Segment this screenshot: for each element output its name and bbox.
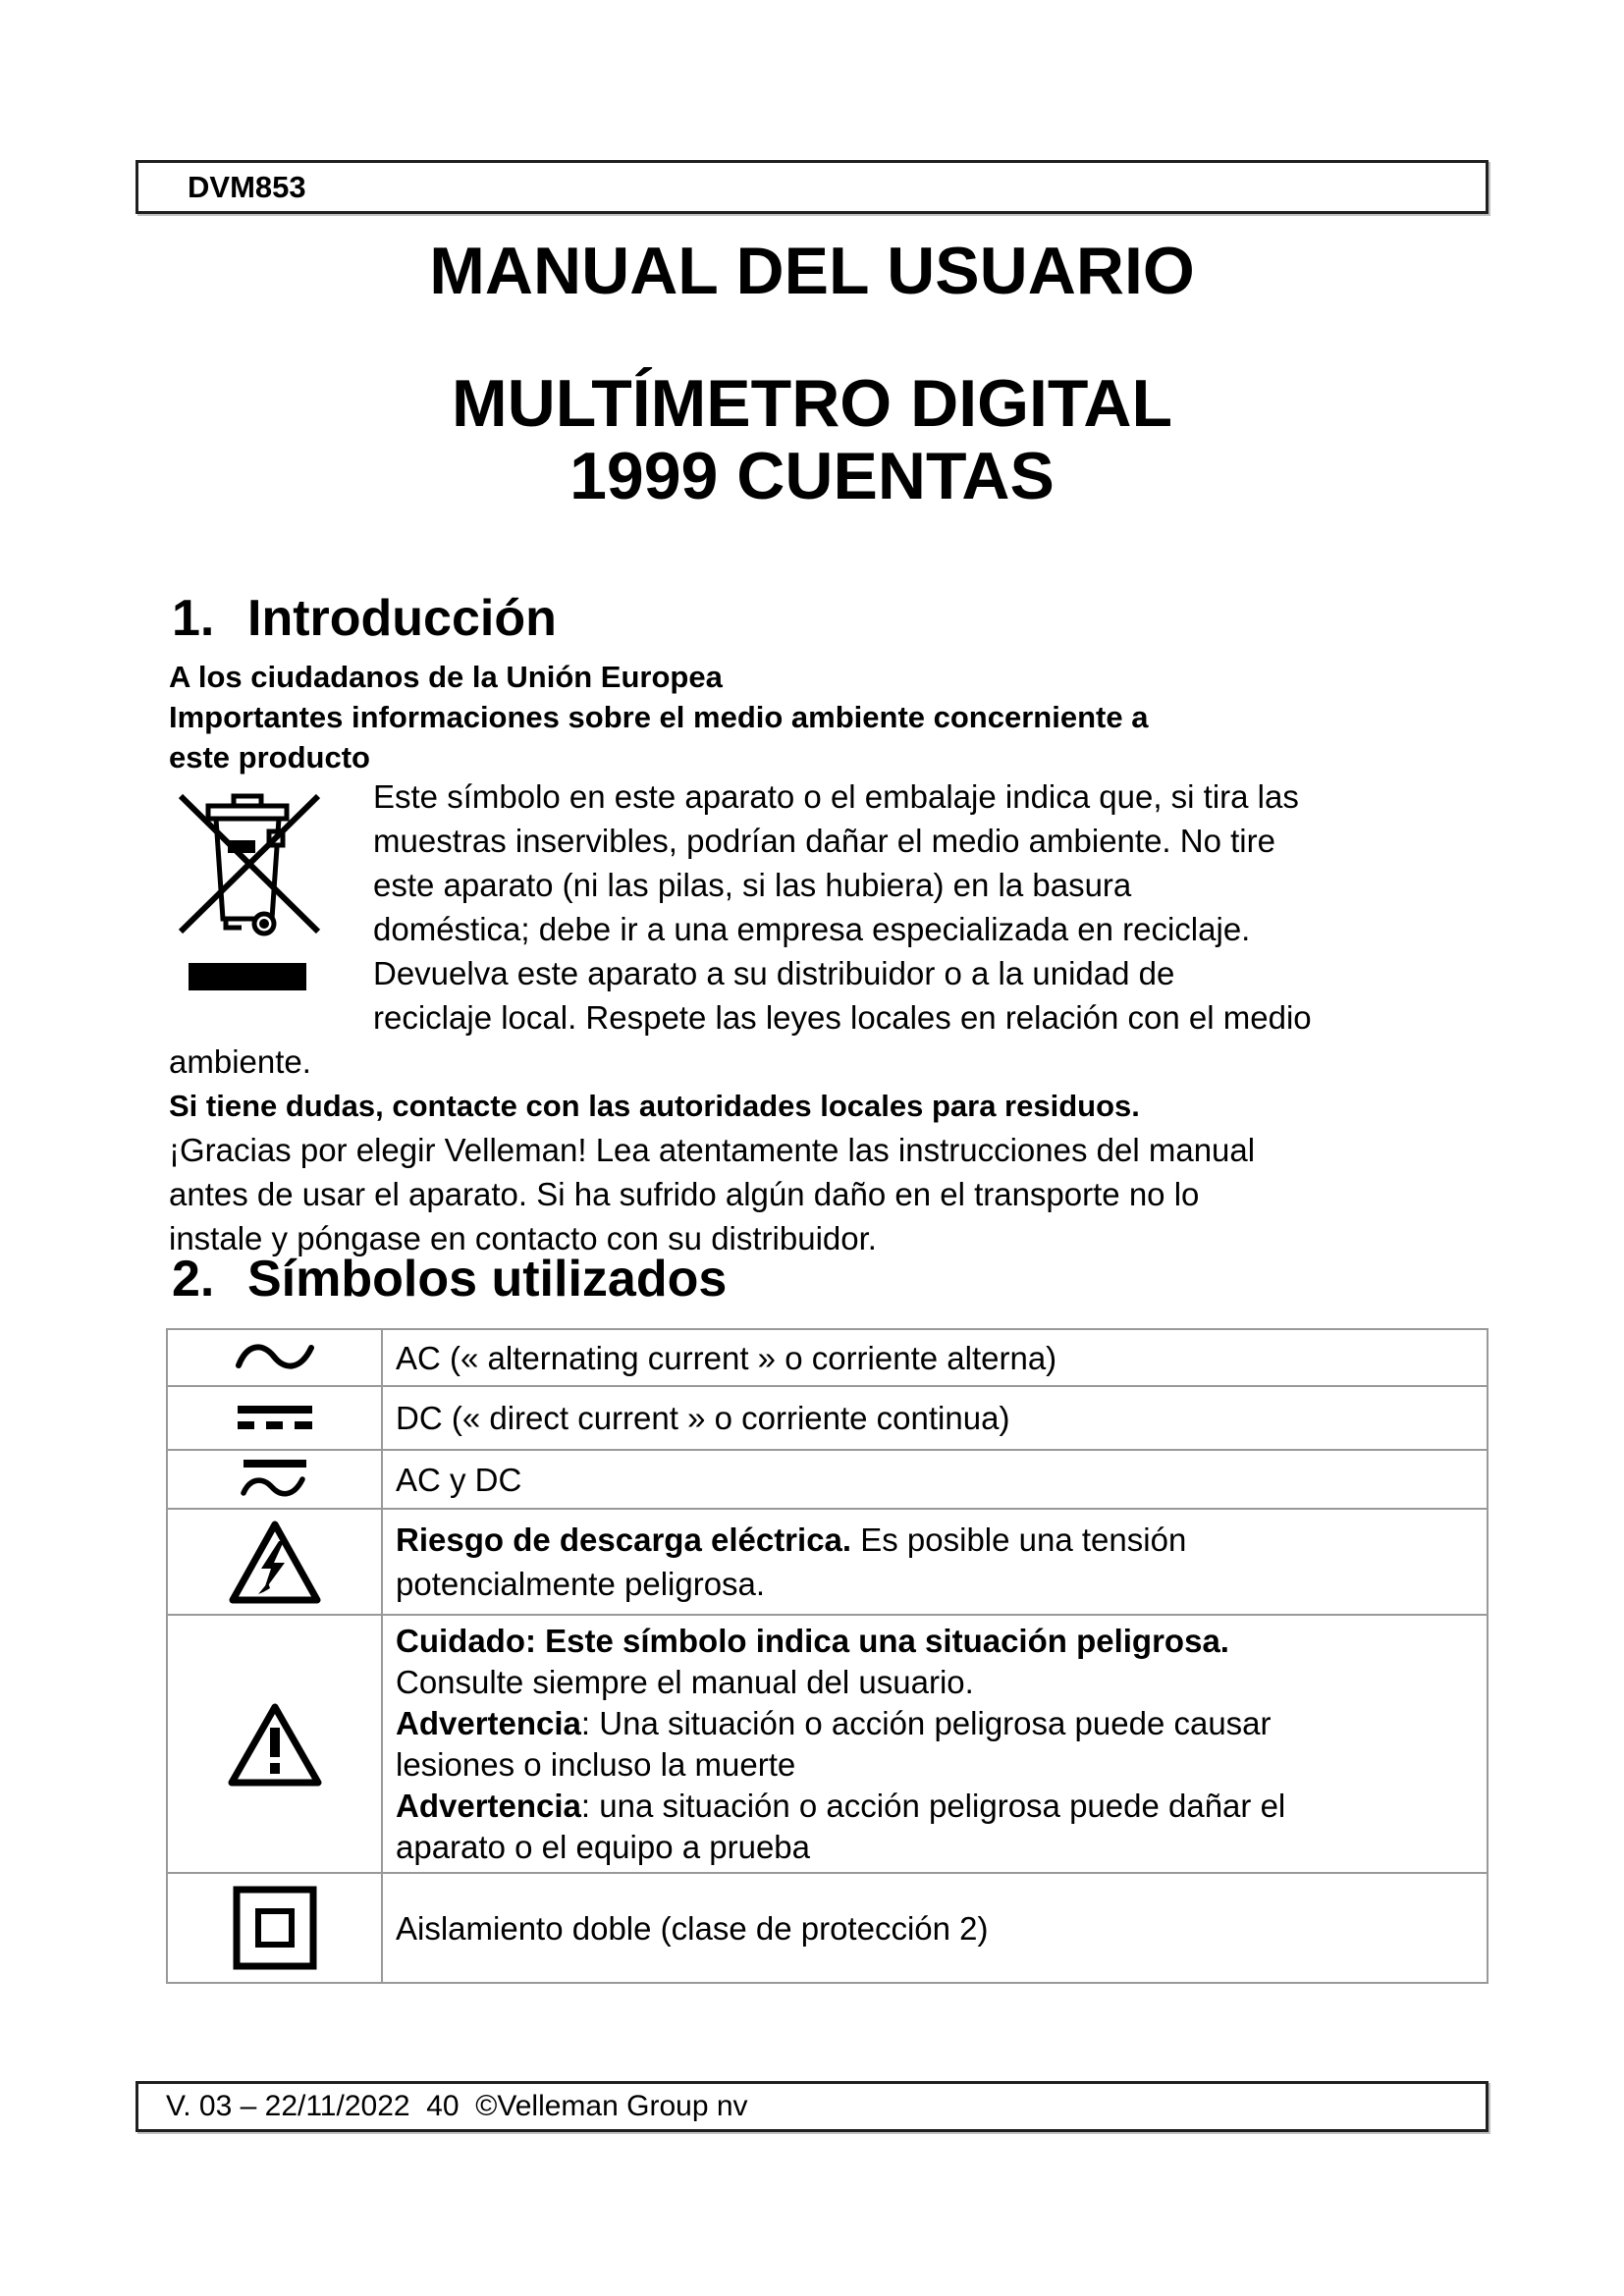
symbol-cell — [168, 1387, 381, 1449]
description-line: Consulte siempre el manual del usuario. — [396, 1663, 974, 1700]
electric-shock-triangle-icon — [228, 1518, 322, 1606]
description-line: lesiones o incluso la muerte — [396, 1745, 796, 1783]
text-line: este producto — [169, 740, 370, 774]
text-line: Importantes informaciones sobre el medio ambiente concerniente a — [169, 700, 1149, 734]
model-number: DVM853 — [188, 170, 306, 204]
symbol-table-row — [168, 1385, 1487, 1449]
description-line: Aislamiento doble (clase de protección 2) — [396, 1909, 989, 1947]
symbol-table-row — [168, 1872, 1487, 1982]
version-info: V. 03 – 22/11/2022 40 ©Velleman Group nv — [166, 2090, 748, 2122]
symbol-table-row — [168, 1614, 1487, 1872]
description-cell — [381, 1616, 1487, 1872]
section-title: Introducción — [247, 590, 557, 647]
symbol-cell — [168, 1616, 381, 1872]
symbol-cell — [168, 1874, 381, 1982]
symbol-cell — [168, 1451, 381, 1508]
description-line: potencialmente peligrosa. — [396, 1566, 766, 1602]
environment-paragraph — [373, 774, 1312, 1040]
section-heading-introduccion — [172, 589, 557, 648]
description-line: Advertencia: una situación o acción peligrosa puede dañar el — [396, 1787, 1286, 1824]
text-line: antes de usar el aparato. Si ha sufrido algún daño en el transporte no lo — [169, 1176, 1200, 1212]
text-line: este aparato (ni las pilas, si las hubiera) en la basura — [373, 867, 1132, 903]
text-line: Este símbolo en este aparato o el embalaje indica que, si tira las — [373, 778, 1299, 815]
description-cell — [381, 1451, 1487, 1508]
description-line: DC (« direct current » o corriente continua) — [396, 1400, 1010, 1436]
symbol-table-row — [168, 1449, 1487, 1508]
subtitle-line-1: MULTÍMETRO DIGITAL — [451, 366, 1173, 441]
symbol-table-row — [168, 1330, 1487, 1385]
description-cell — [381, 1330, 1487, 1385]
ac-dc-icon — [240, 1458, 310, 1501]
text-line: instale y póngase en contacto con su distribuidor. — [169, 1220, 877, 1256]
section-number: 1. — [172, 590, 215, 647]
weee-black-bar — [189, 963, 306, 990]
description-cell — [381, 1874, 1487, 1982]
description-line: Advertencia: Una situación o acción peligrosa puede causar — [396, 1704, 1272, 1741]
thanks-paragraph — [169, 1128, 1255, 1260]
description-line: AC y DC — [396, 1461, 522, 1498]
symbol-table-row — [168, 1508, 1487, 1614]
symbol-cell — [168, 1330, 381, 1385]
description-cell — [381, 1510, 1487, 1614]
document-subtitle — [135, 367, 1489, 512]
text-line: doméstica; debe ir a una empresa especializada en reciclaje. — [373, 911, 1251, 947]
document-title: MANUAL DEL USUARIO — [429, 234, 1195, 308]
dc-icon — [236, 1405, 314, 1431]
weee-crossed-out-bin-icon — [173, 780, 326, 992]
text-line: Devuelva este aparato a su distribuidor o a la unidad de — [373, 955, 1175, 991]
description-line: Riesgo de descarga eléctrica. Es posible una tensión — [396, 1522, 1187, 1558]
description-cell — [381, 1387, 1487, 1449]
text-line: muestras inservibles, podrían dañar el medio ambiente. No tire — [373, 823, 1275, 859]
section-heading-simbolos — [172, 1250, 727, 1308]
section-title: Símbolos utilizados — [247, 1251, 728, 1308]
subtitle-line-2: 1999 CUENTAS — [569, 439, 1055, 513]
double-insulation-icon — [232, 1885, 318, 1971]
description-line: aparato o el equipo a prueba — [396, 1828, 811, 1865]
description-line: Cuidado: Este símbolo indica una situación peligrosa. — [396, 1622, 1229, 1659]
text-line: A los ciudadanos de la Unión Europea — [169, 660, 723, 694]
warning-triangle-icon — [227, 1700, 323, 1789]
page-header-box — [135, 160, 1489, 214]
authorities-note: Si tiene dudas, contacte con las autoridades locales para residuos. — [169, 1089, 1140, 1123]
page-footer-box — [135, 2081, 1489, 2132]
description-line: AC (« alternating current » o corriente alterna) — [396, 1339, 1057, 1376]
text-line: reciclaje local. Respete las leyes locales en relación con el medio — [373, 999, 1312, 1036]
text-line: ¡Gracias por elegir Velleman! Lea atentamente las instrucciones del manual — [169, 1132, 1256, 1168]
symbol-cell — [168, 1510, 381, 1614]
section-number: 2. — [172, 1251, 215, 1308]
eu-citizens-notice — [169, 657, 1148, 777]
symbols-table — [166, 1328, 1489, 1984]
paragraph-continuation: ambiente. — [169, 1043, 311, 1080]
ac-sine-icon — [235, 1341, 315, 1374]
